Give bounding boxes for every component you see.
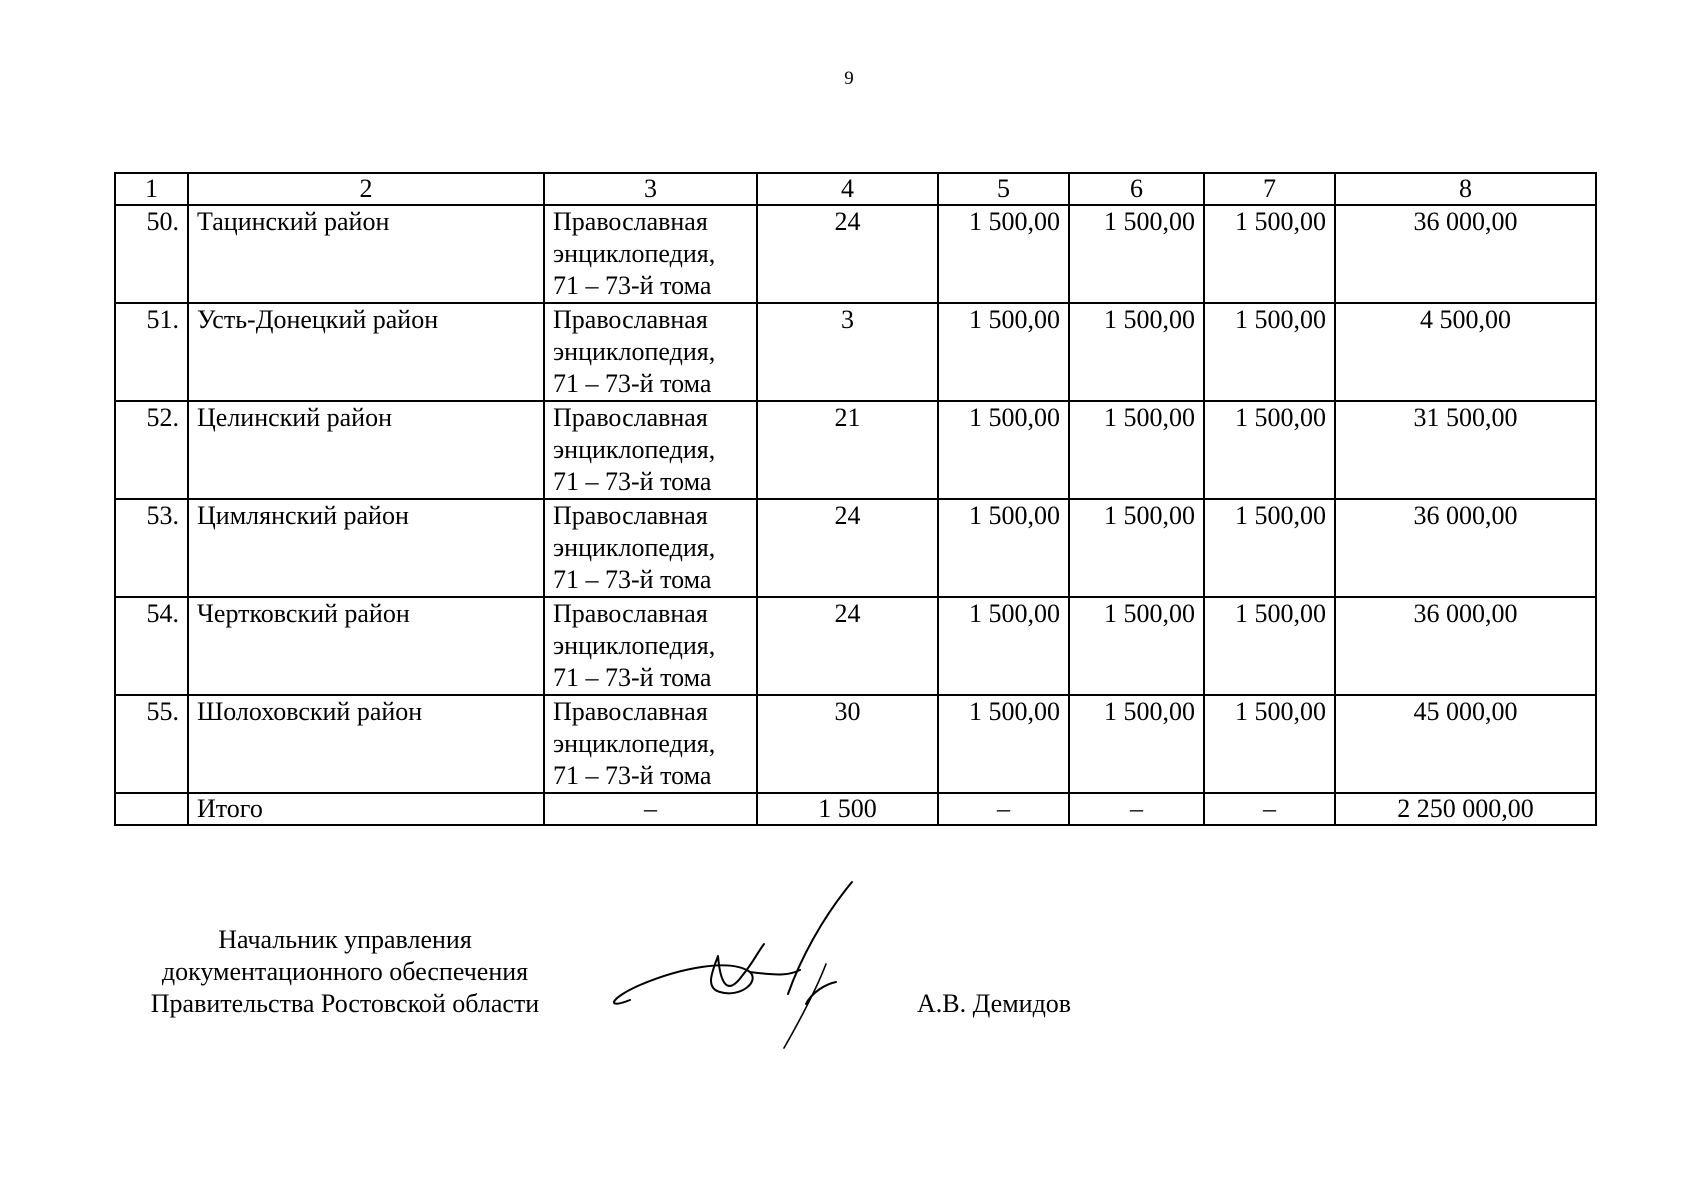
value-col7: 1 500,00 (1204, 499, 1335, 597)
value-col7: 1 500,00 (1204, 597, 1335, 695)
edition-cell (544, 499, 757, 597)
row-total: 4 500,00 (1335, 303, 1596, 401)
position-line: Начальник управления (218, 925, 472, 954)
edition-line: 71 – 73-й тома (553, 565, 712, 594)
position-line: документационного обеспечения (161, 957, 529, 986)
district-name: Усть-Донецкий район (188, 303, 544, 401)
quantity: 3 (757, 303, 938, 401)
edition-cell (544, 205, 757, 303)
row-number: 53. (115, 499, 188, 597)
header-cell: 7 (1204, 173, 1335, 205)
table-body (115, 173, 1596, 825)
table-row (115, 401, 1596, 499)
edition-cell (544, 303, 757, 401)
quantity: 30 (757, 695, 938, 793)
table-row (115, 695, 1596, 793)
district-name: Цимлянский район (188, 499, 544, 597)
value-col6: 1 500,00 (1069, 205, 1204, 303)
row-number: 52. (115, 401, 188, 499)
value-col7: 1 500,00 (1204, 695, 1335, 793)
header-cell: 2 (188, 173, 544, 205)
value-col7: 1 500,00 (1204, 205, 1335, 303)
row-total: 36 000,00 (1335, 205, 1596, 303)
edition-line: энциклопедия, (553, 435, 716, 464)
edition-line: 71 – 73-й тома (553, 369, 712, 398)
edition-line: энциклопедия, (553, 729, 716, 758)
edition-line: энциклопедия, (553, 337, 716, 366)
total-col5: – (938, 793, 1069, 825)
edition-cell (544, 597, 757, 695)
value-col6: 1 500,00 (1069, 401, 1204, 499)
handwritten-signature (600, 880, 900, 1050)
edition-line: Православная (553, 207, 708, 236)
total-row-number (115, 793, 188, 825)
edition-line: Православная (553, 305, 708, 334)
edition-line: Православная (553, 697, 708, 726)
value-col5: 1 500,00 (938, 303, 1069, 401)
quantity: 24 (757, 597, 938, 695)
row-number: 50. (115, 205, 188, 303)
header-cell: 5 (938, 173, 1069, 205)
value-col6: 1 500,00 (1069, 695, 1204, 793)
value-col5: 1 500,00 (938, 205, 1069, 303)
district-name: Чертковский район (188, 597, 544, 695)
district-name: Шолоховский район (188, 695, 544, 793)
edition-line: 71 – 73-й тома (553, 467, 712, 496)
row-number: 54. (115, 597, 188, 695)
value-col6: 1 500,00 (1069, 597, 1204, 695)
edition-line: Православная (553, 599, 708, 628)
grand-total: 2 250 000,00 (1335, 793, 1596, 825)
row-total: 45 000,00 (1335, 695, 1596, 793)
edition-line: Православная (553, 501, 708, 530)
value-col7: 1 500,00 (1204, 303, 1335, 401)
header-cell: 1 (115, 173, 188, 205)
value-col7: 1 500,00 (1204, 401, 1335, 499)
header-cell: 4 (757, 173, 938, 205)
row-total: 31 500,00 (1335, 401, 1596, 499)
total-col7: – (1204, 793, 1335, 825)
total-quantity: 1 500 (757, 793, 938, 825)
row-number: 51. (115, 303, 188, 401)
value-col5: 1 500,00 (938, 597, 1069, 695)
header-cell: 3 (544, 173, 757, 205)
row-total: 36 000,00 (1335, 499, 1596, 597)
value-col6: 1 500,00 (1069, 499, 1204, 597)
value-col5: 1 500,00 (938, 401, 1069, 499)
edition-line: 71 – 73-й тома (553, 761, 712, 790)
edition-line: 71 – 73-й тома (553, 663, 712, 692)
value-col5: 1 500,00 (938, 695, 1069, 793)
position-line: Правительства Ростовской области (150, 989, 540, 1018)
row-total: 36 000,00 (1335, 597, 1596, 695)
signer-name: А.В. Демидов (917, 989, 1072, 1018)
header-cell: 6 (1069, 173, 1204, 205)
total-col6: – (1069, 793, 1204, 825)
total-edition: – (544, 793, 757, 825)
edition-line: Православная (553, 403, 708, 432)
edition-line: 71 – 73-й тома (553, 271, 712, 300)
header-cell: 8 (1335, 173, 1596, 205)
district-name: Тацинский район (188, 205, 544, 303)
district-name: Целинский район (188, 401, 544, 499)
total-label: Итого (188, 793, 544, 825)
table-row (115, 205, 1596, 303)
edition-line: энциклопедия, (553, 533, 716, 562)
edition-line: энциклопедия, (553, 631, 716, 660)
page-number: 9 (844, 68, 854, 89)
districts-table (114, 172, 1597, 826)
row-number: 55. (115, 695, 188, 793)
table-row (115, 597, 1596, 695)
edition-cell (544, 401, 757, 499)
table-header-row (115, 173, 1596, 205)
quantity: 21 (757, 401, 938, 499)
signatory-position (110, 924, 580, 1020)
value-col6: 1 500,00 (1069, 303, 1204, 401)
quantity: 24 (757, 205, 938, 303)
value-col5: 1 500,00 (938, 499, 1069, 597)
edition-cell (544, 695, 757, 793)
total-row (115, 793, 1596, 825)
edition-line: энциклопедия, (553, 239, 716, 268)
table-row (115, 303, 1596, 401)
table-row (115, 499, 1596, 597)
quantity: 24 (757, 499, 938, 597)
